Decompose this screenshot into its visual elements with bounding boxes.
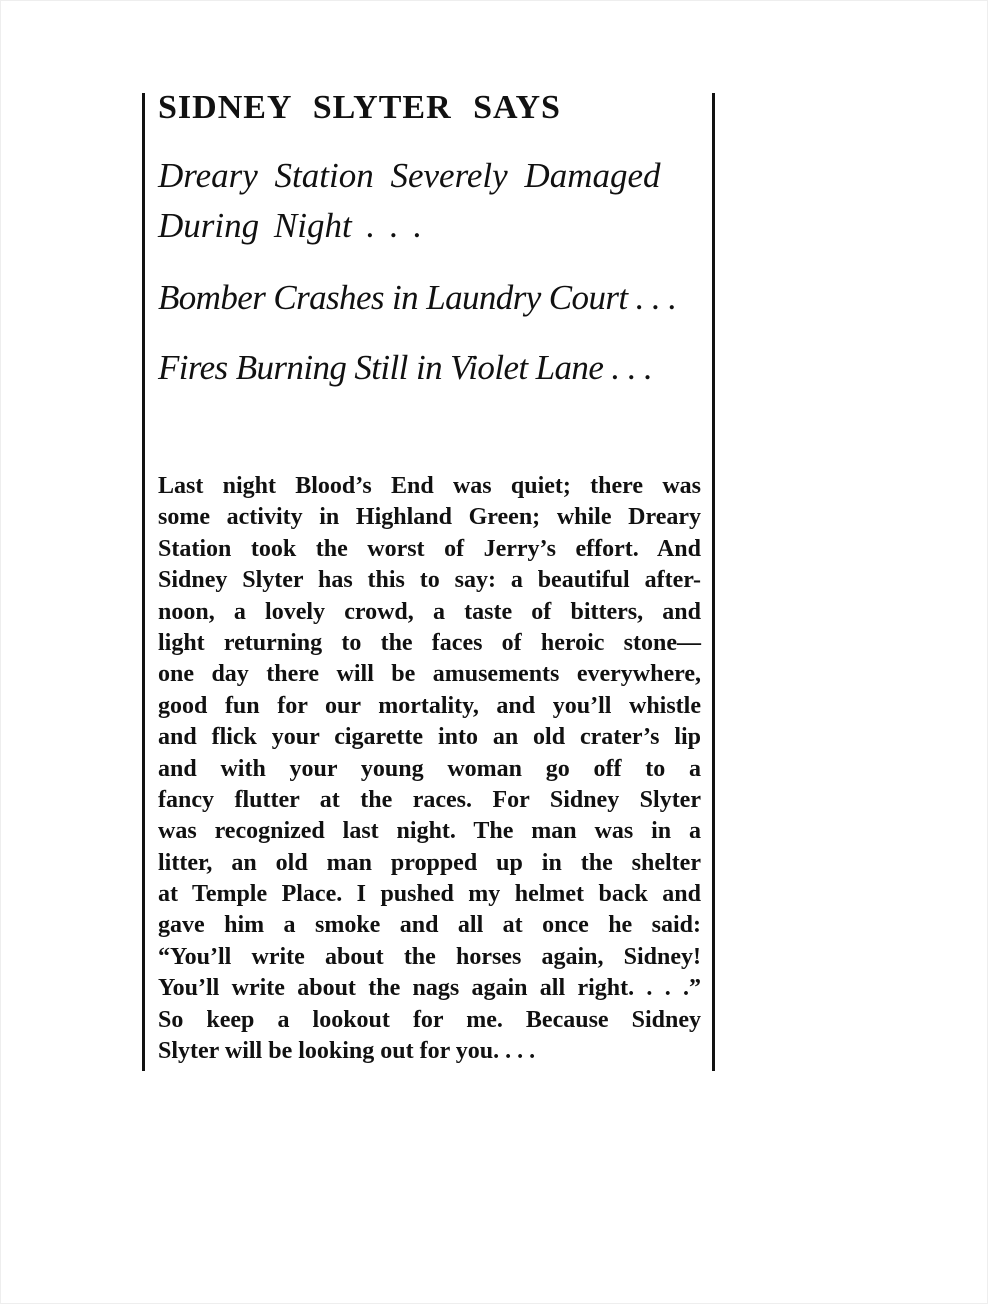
headline-2: Bomber Crashes in Laundry Court . . . <box>158 278 677 317</box>
body-line: and flick your cigarette into an old crater’s lip <box>158 724 701 751</box>
body-line: one day there will be amusements everywhere, <box>158 661 701 688</box>
body-line: Slyter will be looking out for you. . . . <box>158 1038 536 1065</box>
body-line: and with your young woman go off to a <box>158 755 701 782</box>
body-line: “You’ll write about the horses again, Sidney! <box>158 943 701 970</box>
headline-1-continued: During Night . . . <box>158 206 423 245</box>
body-line: Sidney Slyter has this to say: a beautiful after- <box>158 567 701 594</box>
body-line: So keep a lookout for me. Because Sidney <box>158 1006 701 1033</box>
right-column-rule <box>712 93 715 1071</box>
headline-3: Fires Burning Still in Violet Lane . . . <box>158 348 653 387</box>
body-line: some activity in Highland Green; while Dreary <box>158 504 701 531</box>
column-title: SIDNEY SLYTER SAYS <box>158 89 561 126</box>
headline-1: Dreary Station Severely Damaged <box>158 156 661 195</box>
body-line: You’ll write about the nags again all right. . . .” <box>158 975 701 1002</box>
body-line: fancy flutter at the races. For Sidney Slyter <box>158 786 701 813</box>
body-line: noon, a lovely crowd, a taste of bitters, and <box>158 598 701 625</box>
article-body <box>158 471 701 1067</box>
body-line: at Temple Place. I pushed my helmet back and <box>158 881 701 908</box>
body-line: gave him a smoke and all at once he said: <box>158 912 701 939</box>
body-line: good fun for our mortality, and you’ll whistle <box>158 692 701 719</box>
body-line: litter, an old man propped up in the shelter <box>158 849 701 876</box>
body-line: Station took the worst of Jerry’s effort. And <box>158 535 701 562</box>
body-line: was recognized last night. The man was in a <box>158 818 701 845</box>
left-column-rule <box>142 93 145 1071</box>
body-line: light returning to the faces of heroic stone— <box>158 629 701 656</box>
body-line: Last night Blood’s End was quiet; there was <box>158 473 701 499</box>
